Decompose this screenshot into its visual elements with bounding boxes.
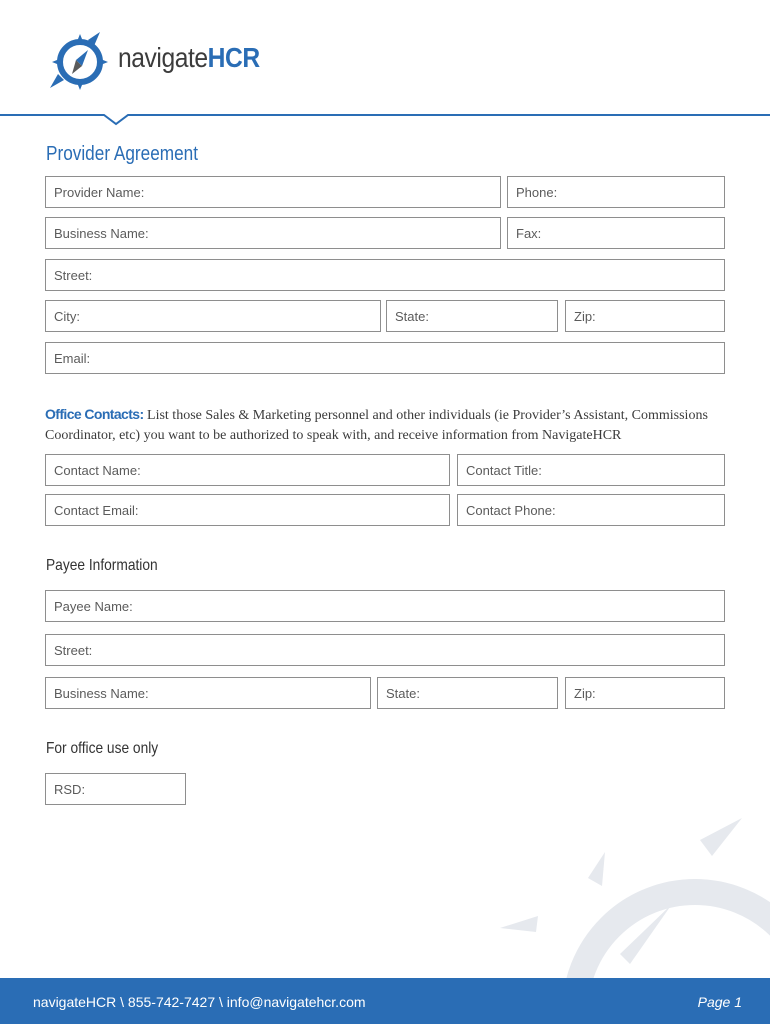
fax-label: Fax:: [516, 226, 542, 241]
provider-name-label: Provider Name:: [54, 185, 145, 200]
page-title: Provider Agreement: [46, 143, 199, 165]
brand-name-part1: navigate: [118, 42, 208, 73]
payee-state-label: State:: [386, 686, 420, 701]
contact-email-field[interactable]: [45, 494, 450, 526]
state-field[interactable]: [386, 300, 558, 332]
office-contacts-text: List those Sales & Marketing personnel and other individuals (ie Provider’s Assistant, Commissions Coordinator, etc) you want to be authorized to speak with, and receive information from NavigateHCR: [45, 408, 708, 443]
street-field[interactable]: [45, 259, 725, 291]
rsd-field[interactable]: [45, 773, 186, 805]
state-label: State:: [395, 309, 429, 324]
contact-title-label: Contact Title:: [466, 463, 542, 478]
rsd-label: RSD:: [54, 782, 86, 797]
payee-business-name-label: Business Name:: [54, 686, 149, 701]
footer-bar: [0, 978, 770, 1024]
contact-name-label: Contact Name:: [54, 463, 141, 478]
payee-name-field[interactable]: [45, 590, 725, 622]
payee-state-field[interactable]: [377, 677, 558, 709]
phone-label: Phone:: [516, 185, 558, 200]
payee-street-field[interactable]: [45, 634, 725, 666]
header-divider: [0, 112, 770, 128]
city-label: City:: [54, 309, 80, 324]
compass-icon: [44, 26, 114, 96]
office-contacts-lead: Office Contacts:: [45, 406, 144, 422]
business-name-field[interactable]: [45, 217, 501, 249]
contact-title-field[interactable]: [457, 454, 725, 486]
office-use-heading: For office use only: [46, 740, 159, 757]
zip-label: Zip:: [574, 309, 596, 324]
contact-name-field[interactable]: [45, 454, 450, 486]
office-contacts-instructions: [45, 404, 735, 446]
provider-name-field[interactable]: [45, 176, 501, 208]
zip-field[interactable]: [565, 300, 725, 332]
contact-phone-label: Contact Phone:: [466, 503, 556, 518]
payee-zip-label: Zip:: [574, 686, 596, 701]
phone-field[interactable]: [507, 176, 725, 208]
payee-business-name-field[interactable]: [45, 677, 371, 709]
street-label: Street:: [54, 268, 93, 283]
city-field[interactable]: [45, 300, 381, 332]
payee-name-label: Payee Name:: [54, 599, 133, 614]
fax-field[interactable]: [507, 217, 725, 249]
payee-heading: Payee Information: [46, 557, 158, 574]
contact-phone-field[interactable]: [457, 494, 725, 526]
email-label: Email:: [54, 351, 91, 366]
contact-email-label: Contact Email:: [54, 503, 139, 518]
brand-name-part2: HCR: [207, 42, 260, 73]
payee-zip-field[interactable]: [565, 677, 725, 709]
business-name-label: Business Name:: [54, 226, 149, 241]
brand-name: [118, 42, 260, 74]
email-field[interactable]: [45, 342, 725, 374]
compass-watermark-icon: [480, 812, 770, 980]
payee-street-label: Street:: [54, 643, 93, 658]
page-number: Page 1: [697, 994, 742, 1010]
footer-contact: navigateHCR \ 855-742-7427 \ info@navigatehcr.com: [33, 994, 366, 1010]
